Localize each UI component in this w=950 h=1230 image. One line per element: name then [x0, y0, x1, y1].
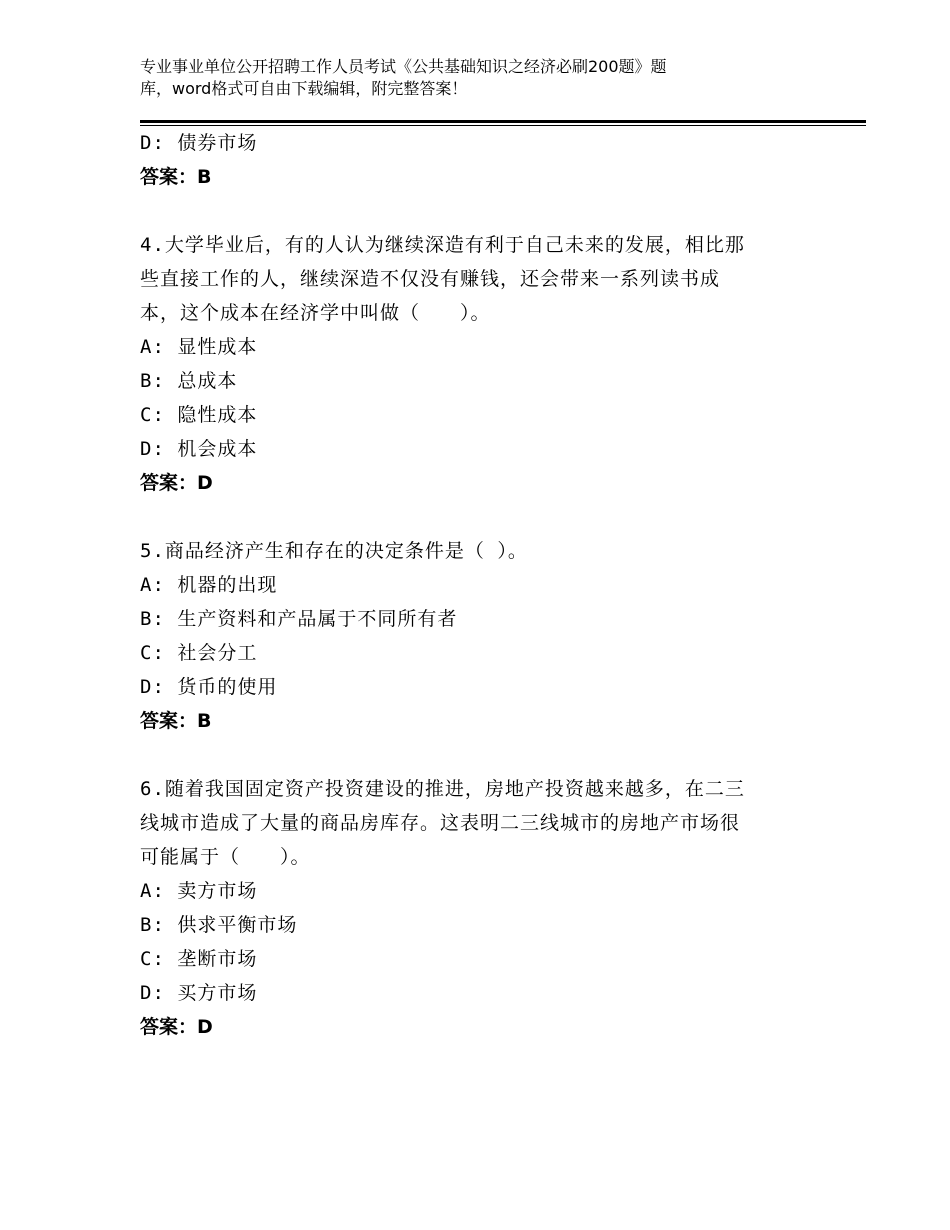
- previous-question-tail: [140, 126, 820, 194]
- answer-line: 答案：D: [140, 472, 213, 494]
- header-title-line-1: 专业事业单位公开招聘工作人员考试《公共基础知识之经济必刷200题》题: [140, 57, 667, 76]
- option-b: B: 供求平衡市场: [140, 914, 298, 936]
- option-d: D: 买方市场: [140, 982, 258, 1004]
- header-rule-thick: [140, 120, 866, 123]
- option-a: A: 卖方市场: [140, 880, 258, 902]
- option-c: C: 垄断市场: [140, 948, 258, 970]
- spacer: [140, 500, 820, 534]
- answer-line: 答案：B: [140, 710, 212, 732]
- option-a: A: 显性成本: [140, 336, 258, 358]
- answer-line: 答案：B: [140, 166, 212, 188]
- page-header: [140, 56, 780, 100]
- document-body: [140, 126, 820, 1044]
- question-4: [140, 228, 820, 500]
- question-text-line-3: 本，这个成本在经济学中叫做（ ）。: [140, 302, 491, 324]
- option-c: C: 隐性成本: [140, 404, 258, 426]
- header-title-line-2: 库，word格式可自由下载编辑，附完整答案！: [140, 79, 468, 98]
- question-6: [140, 772, 820, 1044]
- option-d: D: 机会成本: [140, 438, 258, 460]
- option-b: B: 总成本: [140, 370, 238, 392]
- option-c: C: 社会分工: [140, 642, 258, 664]
- question-text-line-1: 6.随着我国固定资产投资建设的推进，房地产投资越来越多，在二三: [140, 778, 745, 800]
- spacer: [140, 194, 820, 228]
- spacer: [140, 738, 820, 772]
- option-d: D: 债券市场: [140, 132, 258, 154]
- question-text-line-1: 4.大学毕业后，有的人认为继续深造有利于自己未来的发展，相比那: [140, 234, 745, 256]
- option-d: D: 货币的使用: [140, 676, 278, 698]
- question-text-line-2: 些直接工作的人，继续深造不仅没有赚钱，还会带来一系列读书成: [140, 268, 721, 290]
- option-b: B: 生产资料和产品属于不同所有者: [140, 608, 458, 630]
- answer-line: 答案：D: [140, 1016, 213, 1038]
- question-text-line-3: 可能属于（ ）。: [140, 846, 311, 868]
- question-text-line-1: 5.商品经济产生和存在的决定条件是（ ）。: [140, 540, 528, 562]
- question-text-line-2: 线城市造成了大量的商品房库存。这表明二三线城市的房地产市场很: [140, 812, 741, 834]
- question-5: [140, 534, 820, 738]
- option-a: A: 机器的出现: [140, 574, 278, 596]
